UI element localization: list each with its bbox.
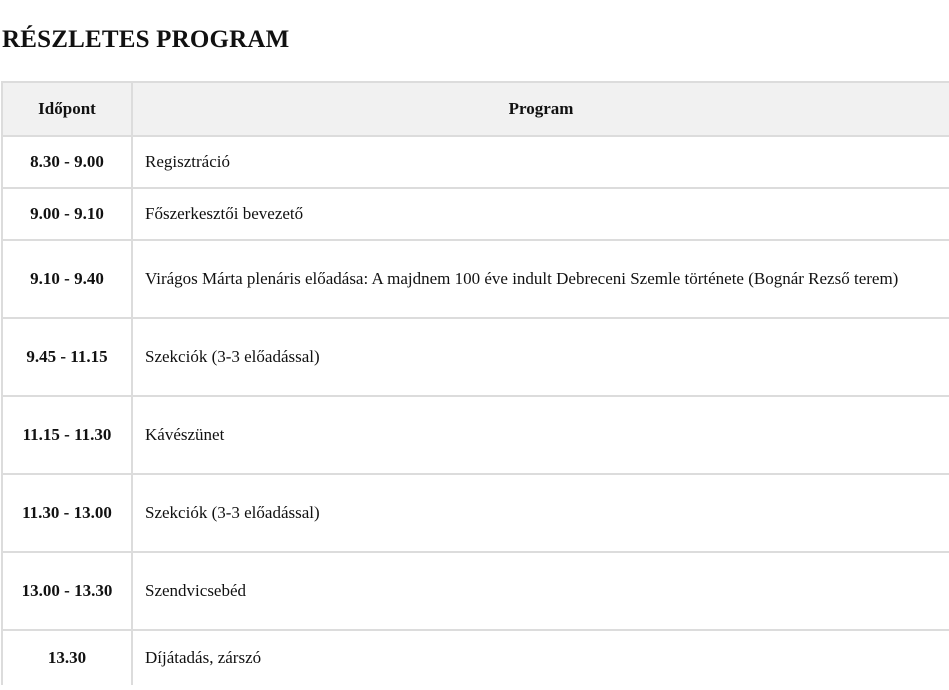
time-cell: 11.15 - 11.30 <box>2 396 132 474</box>
column-header-time: Időpont <box>2 82 132 136</box>
time-cell: 9.45 - 11.15 <box>2 318 132 396</box>
program-cell: Szekciók (3-3 előadással) <box>132 474 949 552</box>
program-cell: Regisztráció <box>132 136 949 188</box>
program-cell: Főszerkesztői bevezető <box>132 188 949 240</box>
program-cell: Virágos Márta plenáris előadása: A majdnem 100 éve indult Debreceni Szemle története (Bognár Rezső terem) <box>132 240 949 318</box>
page-title: RÉSZLETES PROGRAM <box>2 26 290 53</box>
table-row <box>2 630 949 685</box>
time-cell: 11.30 - 13.00 <box>2 474 132 552</box>
table-header-row <box>2 82 949 136</box>
table-row <box>2 396 949 474</box>
table-row <box>2 188 949 240</box>
program-cell: Szekciók (3-3 előadással) <box>132 318 949 396</box>
time-cell: 13.00 - 13.30 <box>2 552 132 630</box>
time-cell: 9.00 - 9.10 <box>2 188 132 240</box>
table-row <box>2 136 949 188</box>
time-cell: 8.30 - 9.00 <box>2 136 132 188</box>
table-row <box>2 318 949 396</box>
column-header-program: Program <box>132 82 949 136</box>
time-cell: 13.30 <box>2 630 132 685</box>
program-cell: Díjátadás, zárszó <box>132 630 949 685</box>
table-row <box>2 474 949 552</box>
table-row <box>2 552 949 630</box>
program-cell: Szendvicsebéd <box>132 552 949 630</box>
program-cell: Kávészünet <box>132 396 949 474</box>
table-row <box>2 240 949 318</box>
program-table <box>1 81 949 685</box>
time-cell: 9.10 - 9.40 <box>2 240 132 318</box>
